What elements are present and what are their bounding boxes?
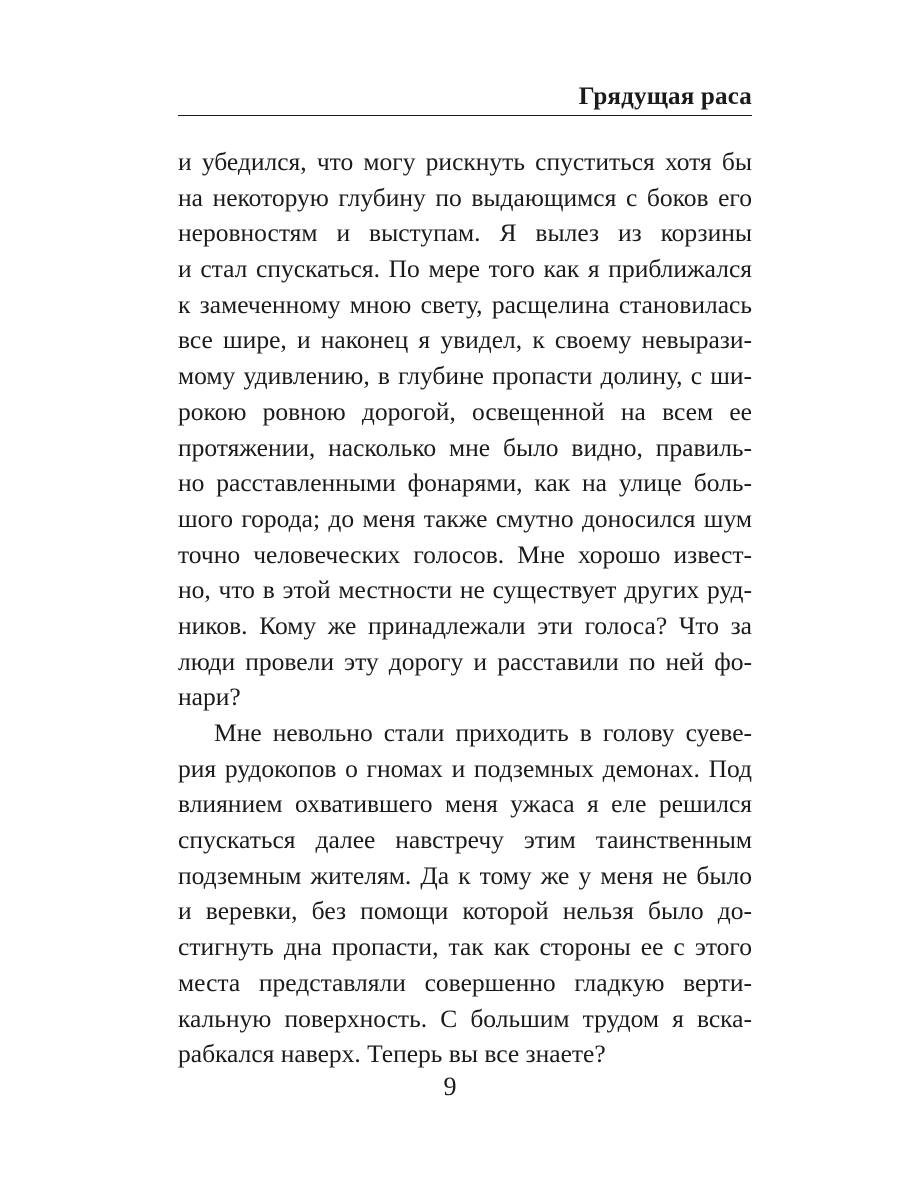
text-line: кальную поверхность. С большим трудом я вска- <box>178 1003 752 1033</box>
text-line: рабкался наверх. Теперь вы все знаете? <box>178 1039 606 1069</box>
text-line: и стал спускаться. По мере того как я приближался <box>178 254 752 284</box>
text-line: точно человеческих голосов. Мне хорошо извест- <box>178 539 752 569</box>
text-line: стигнуть дна пропасти, так как стороны ее с этого <box>178 932 752 962</box>
running-header <box>178 80 752 116</box>
text-line: но расставленными фонарями, как на улице боль- <box>178 468 752 498</box>
text-line: Мне невольно стали приходить в голову суеве- <box>214 718 752 747</box>
text-line: рия рудокопов о гномах и подземных демонах. Под <box>178 753 752 783</box>
text-line: спускаться далее навстречу этим таинственным <box>178 825 752 855</box>
body-text <box>178 144 752 1072</box>
text-line: подземным жителям. Да к тому же у меня не было <box>178 860 752 890</box>
text-line: места представляли совершенно гладкую верти- <box>178 967 752 997</box>
text-line: люди провели эту дорогу и расставили по ней фо- <box>178 646 752 676</box>
text-line: и убедился, что могу рискнуть спуститься хотя бы <box>178 147 752 176</box>
text-line: шого города; до меня также смутно доносился шум <box>178 503 752 533</box>
page-number: 9 <box>443 1072 457 1101</box>
text-line: ников. Кому же принадлежали эти голоса? Что за <box>178 610 752 640</box>
text-line: и веревки, без помощи которой нельзя было до- <box>178 896 752 926</box>
text-line: все шире, и наконец я увидел, к своему невырази- <box>178 325 752 355</box>
text-line: нари? <box>178 682 241 712</box>
text-line: протяжении, насколько мне было видно, правиль- <box>178 432 752 462</box>
text-line: но, что в этой местности не существует других руд- <box>178 575 752 605</box>
text-line: к замеченному мною свету, расщелина становилась <box>178 289 752 319</box>
text-line: на некоторую глубину по выдающимся с боков его <box>178 182 752 212</box>
text-line: рокою ровною дорогой, освещенной на всем ее <box>178 396 752 426</box>
text-line: мому удивлению, в глубине пропасти долину, с ши- <box>178 361 752 391</box>
text-line: влиянием охватившего меня ужаса я еле решился <box>178 789 752 819</box>
running-header-title: Грядущая раса <box>578 83 752 110</box>
text-line: неровностям и выступам. Я вылез из корзины <box>178 218 752 248</box>
